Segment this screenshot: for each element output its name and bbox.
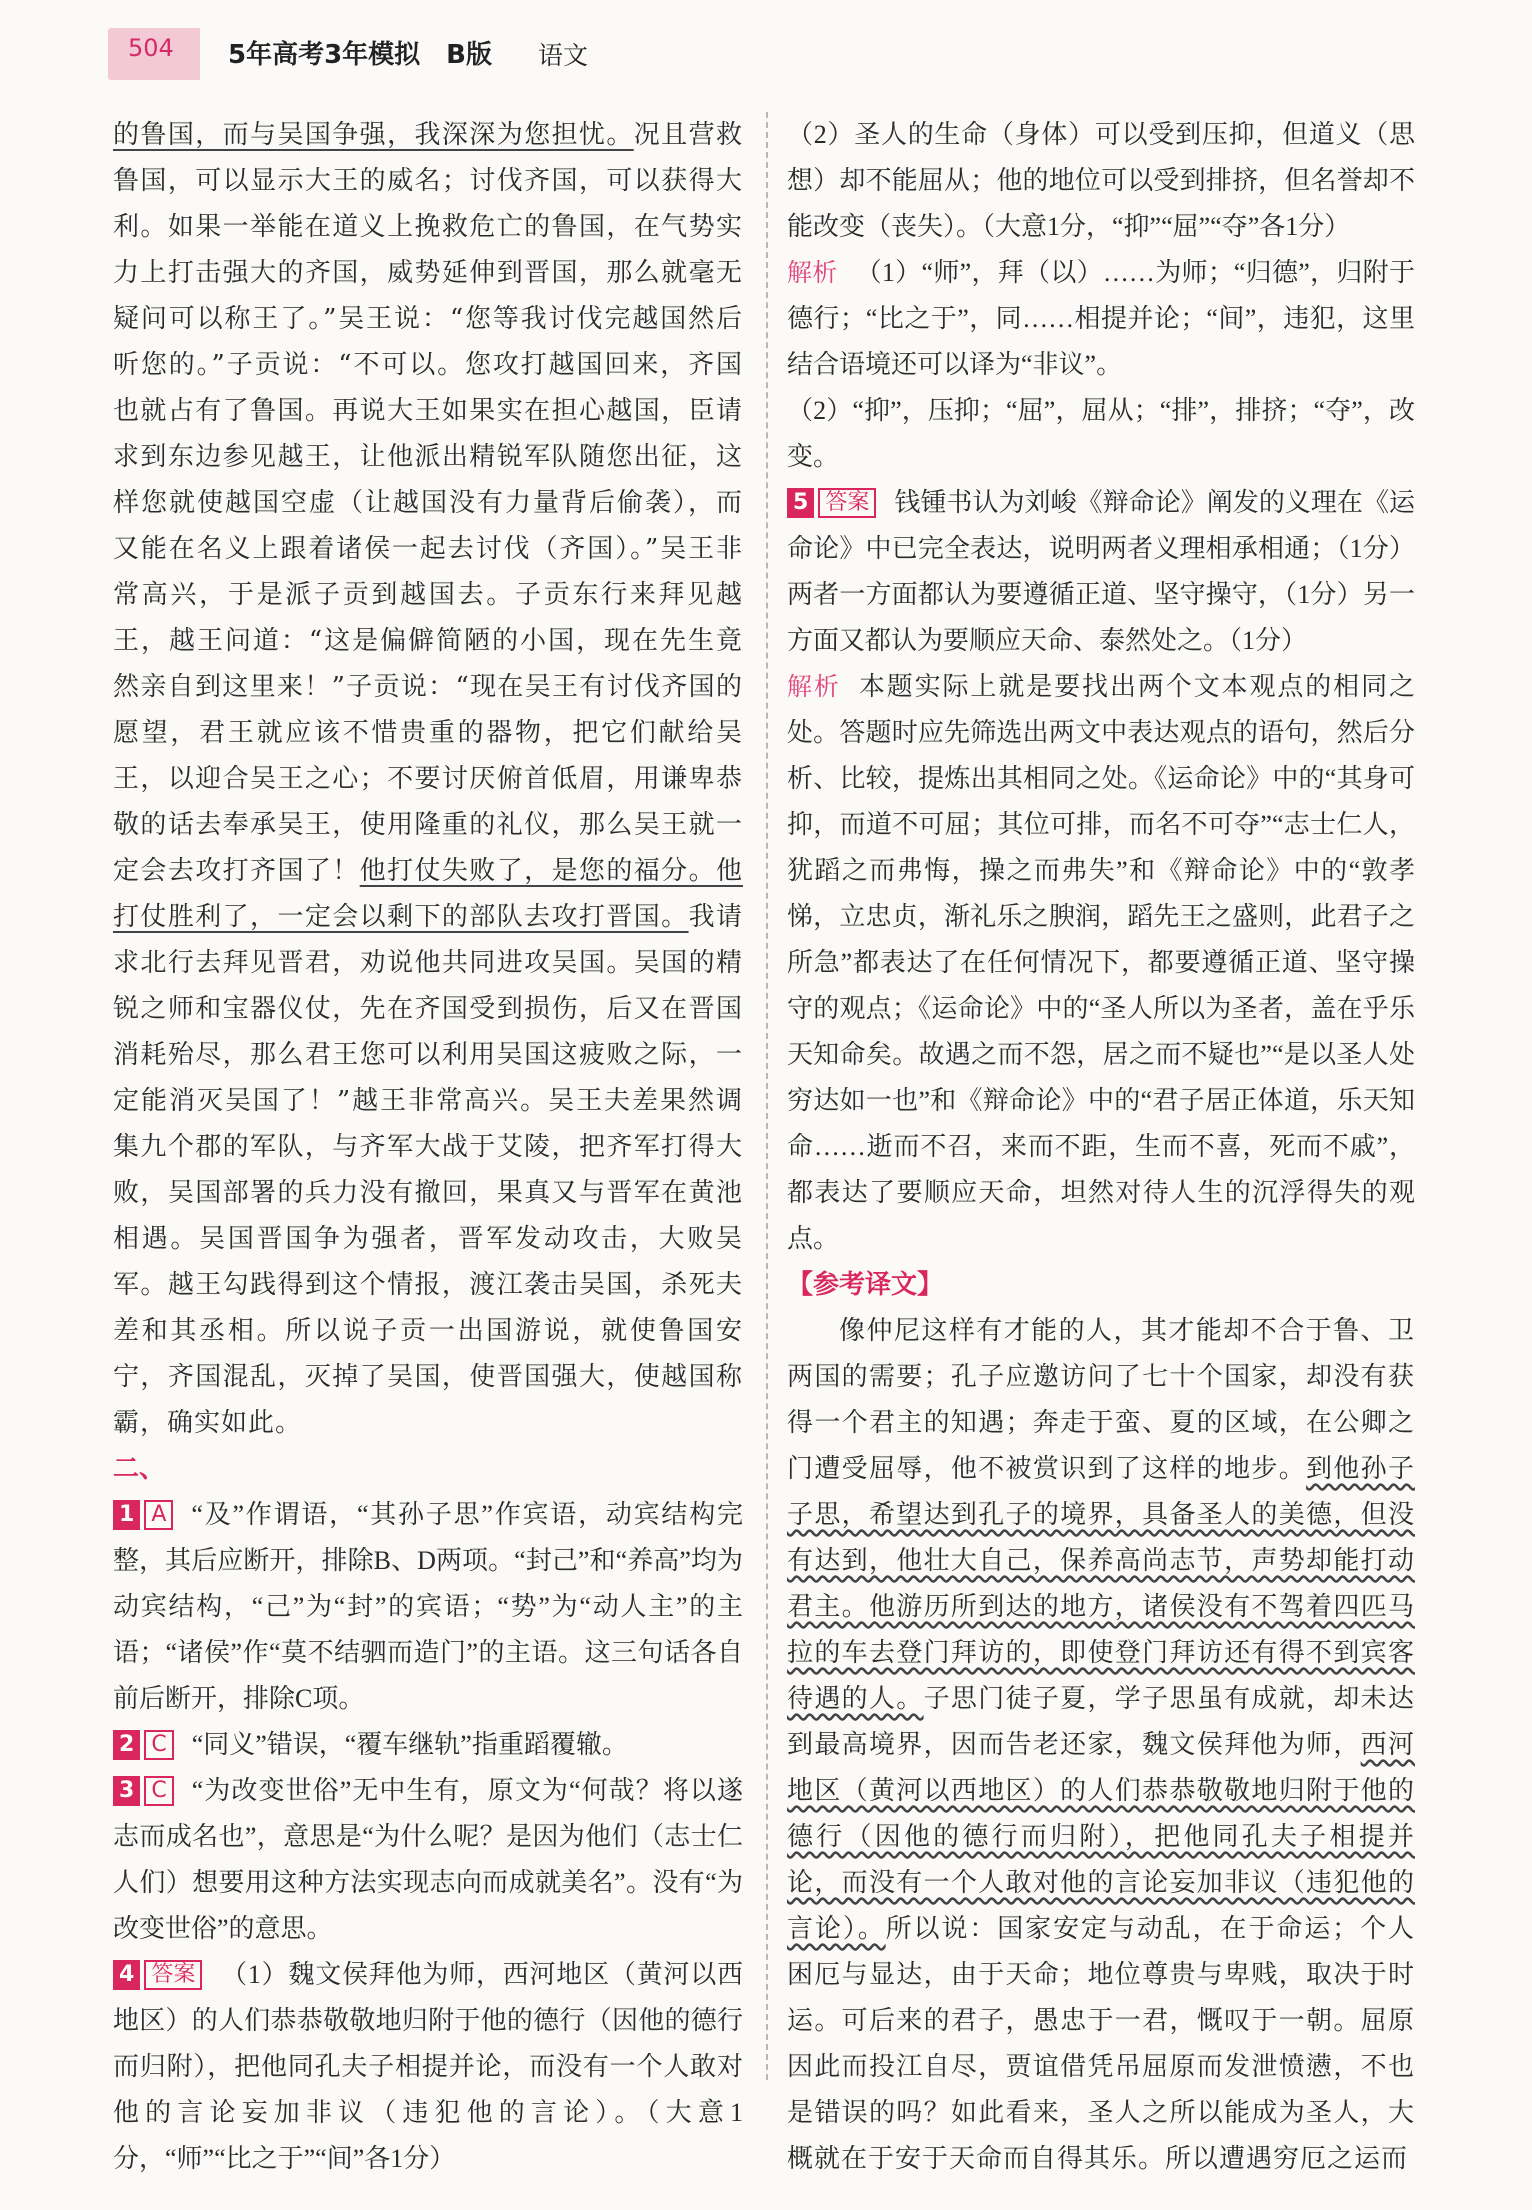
analysis-tag: 解析 bbox=[787, 672, 841, 701]
question-number: 4 bbox=[113, 1960, 140, 1990]
answer-item-1 bbox=[113, 1492, 743, 1722]
translation-text: 像仲尼这样有才能的人，其才能却不合于鲁、卫两国的需要；孔子应邀访问了七十个国家，却没有获得一个君主的知遇；奔走于蛮、夏的区域，在公卿之门遭受屈辱，他不被赏识到了这样的地步。 bbox=[787, 1316, 1415, 1484]
answer-item-2 bbox=[113, 1722, 743, 1768]
answer-text: （1）魏文侯拜他为师，西河地区（黄河以西地区）的人们恭恭敬敬地归附于他的德行（因他的德行而归附），把他同孔夫子相提并论，而没有一个人敢对他的言论妄加非议（违犯他的言论）。（大意1分，“师”“比之于”“间”各1分） bbox=[113, 1960, 743, 2173]
answer-explanation: “及”作谓语，“其孙子思”作宾语，动宾结构完整，其后应断开，排除B、D两项。“封己”和“养高”均为动宾结构，“己”为“封”的宾语；“势”为“动人主”的主语；“诸侯”作“莫不结驷而造门”的主语。这三句话各自前后断开，排除C项。 bbox=[113, 1500, 743, 1713]
answer-choice: C bbox=[144, 1730, 173, 1760]
answer-item-4 bbox=[113, 1952, 743, 2182]
analysis-text: 本题实际上就是要找出两个文本观点的相同之处。答题时应先筛选出两文中表达观点的语句，然后分析、比较，提炼出其相同之处。《运命论》中的“其身可抑，而道不可屈；其位可排，而名不可夺”“志士仁人，犹蹈之而弗悔，操之而弗失”和《辩命论》中的“敦孝悌，立忠贞，渐礼乐之腴润，蹈先王之盛则，此君子之所急”都表达了在任何情况下，都要遵循正道、坚守操守的观点；《运命论》中的“圣人所以为圣者，盖在乎乐天知命矣。故遇之而不怨，居之而不疑也”“是以圣人处穷达如一也”和《辩命论》中的“君子居正体道，乐天知命……逝而不召，来而不距，生而不喜，死而不戚”，都表达了要顺应天命，坦然对待人生的沉浮得失的观点。 bbox=[787, 672, 1415, 1253]
answer-item-3 bbox=[113, 1768, 743, 1952]
question-number: 3 bbox=[113, 1776, 140, 1806]
question-number: 2 bbox=[113, 1730, 140, 1760]
question-number: 5 bbox=[787, 488, 814, 518]
underlined-sentence: 他打仗失败了，是您的福分。他打仗胜利了，一定会以剩下的部队去攻打晋国。 bbox=[113, 856, 743, 932]
answer-tag: 答案 bbox=[818, 488, 876, 518]
reference-translation-title: 【参考译文】 bbox=[787, 1270, 944, 1300]
translation-text: 所以说：国家安定与动乱，在于命运；个人困厄与显达，由于天命；地位尊贵与卑贱，取决于时运。可后来的君子，愚忠于一君，慨叹于一朝。屈原因此而投江自尽，贾谊借凭吊屈原而发泄愤懑，不也是错误的吗？如此看来，圣人之所以能成为圣人，大概就在于安于天命而自得其乐。所以遭遇穷厄之运而 bbox=[787, 1914, 1415, 2174]
right-column bbox=[787, 112, 1415, 2180]
analysis-5 bbox=[787, 664, 1415, 1262]
answer-choice: C bbox=[144, 1776, 173, 1806]
analysis-4-part-2: （2）“抑”，压抑；“屈”，屈从；“排”，排挤；“夺”，改变。 bbox=[787, 396, 1415, 471]
answer-4-part-2: （2）圣人的生命（身体）可以受到压抑，但道义（思想）却不能屈从；他的地位可以受到排挤，但名誉却不能改变（丧失）。（大意1分，“抑”“屈”“夺”各1分） bbox=[787, 120, 1415, 241]
page-header bbox=[0, 28, 1532, 84]
book-subject: 语文 bbox=[538, 41, 589, 70]
section-heading: 二、 bbox=[113, 1454, 166, 1484]
answer-explanation: “为改变世俗”无中生有，原文为“何哉？将以遂志而成名也”，意思是“为什么呢？是因为他们（志士仁人们）想要用这种方法实现志向而成就美名”。没有“为改变世俗”的意思。 bbox=[113, 1776, 743, 1943]
analysis-text: （1）“师”，拜（以）……为师；“归德”，归附于德行；“比之于”，同……相提并论；“间”，违犯，这里结合语境还可以译为“非议”。 bbox=[787, 258, 1415, 379]
analysis-tag: 解析 bbox=[787, 258, 838, 287]
answer-item-5 bbox=[787, 480, 1415, 664]
translation-text: 我请求北行去拜见晋君，劝说他共同进攻吴国。吴国的精锐之师和宝器仪仗，先在齐国受到损伤，后又在晋国消耗殆尽，那么君王您可以利用吴国这疲败之际，一定能消灭吴国了！”越王非常高兴。吴王夫差果然调集九个郡的军队，与齐军大战于艾陵，把齐军打得大败，吴国部署的兵力没有撤回，果真又与晋军在黄池相遇。吴国晋国争为强者，晋军发动攻击，大败吴军。越王勾践得到这个情报，渡江袭击吴国，杀死夫差和其丞相。所以说子贡一出国游说，就使鲁国安宁，齐国混乱，灭掉了吴国，使晋国强大，使越国称霸，确实如此。 bbox=[113, 902, 743, 1438]
translation-continued bbox=[113, 112, 743, 1446]
page-number: 504 bbox=[128, 34, 174, 62]
question-number: 1 bbox=[113, 1500, 140, 1530]
answer-tag: 答案 bbox=[144, 1960, 202, 1990]
book-title: 5年高考3年模拟 B版 bbox=[228, 40, 492, 70]
wavy-underlined-text: 到他孙子子思，希望达到孔子的境界，具备圣人的美德，但没有达到，他壮大自己，保养高尚志节，声势却能打动君主。他游历所到达的地方，诸侯没有不驾着四匹马拉的车去登门拜访的，即使登门拜访还有得不到宾客待遇的人。 bbox=[787, 1454, 1415, 1714]
analysis-4 bbox=[787, 250, 1415, 388]
left-column bbox=[113, 112, 743, 2180]
answer-choice: A bbox=[144, 1500, 173, 1530]
answer-explanation: “同义”错误，“覆车继轨”指重蹈覆辙。 bbox=[191, 1730, 628, 1759]
reference-translation bbox=[787, 1308, 1415, 2182]
translation-text: 子思门徒子夏，学子思虽有成就，却未达到最高境界，因而告老还家，魏文侯拜他为师， bbox=[787, 1684, 1415, 1760]
wavy-underlined-text: 西河地区（黄河以西地区）的人们恭恭敬敬地归附于他的德行（因他的德行而归附），把他同孔夫子相提并论，而没有一个人敢对他的言论妄加非议（违犯他的言论）。 bbox=[787, 1730, 1415, 1944]
translation-text: 况且营救鲁国，可以显示大王的威名；讨伐齐国，可以获得大利。如果一举能在道义上挽救危亡的鲁国，在气势实力上打击强大的齐国，威势延伸到晋国，那么就毫无疑问可以称王了。”吴王说：“您等我讨伐完越国然后听您的。”子贡说：“不可以。您攻打越国回来，齐国也就占有了鲁国。再说大王如果实在担心越国，臣请求到东边参见越王，让他派出精锐军队随您出征，这样您就使越国空虚（让越国没有力量背后偷袭），而又能在名义上跟着诸侯一起去讨伐（齐国）。”吴王非常高兴，于是派子贡到越国去。子贡东行来拜见越王，越王问道：“这是偏僻简陋的小国，现在先生竟然亲自到这里来！”子贡说：“现在吴王有讨伐齐国的愿望，君王就应该不惜贵重的器物，把它们献给吴王，以迎合吴王之心；不要讨厌俯首低眉，用谦卑恭敬的话去奉承吴王，使用隆重的礼仪，那么吴王就一定会去攻打齐国了！ bbox=[113, 120, 743, 886]
underlined-sentence: 的鲁国，而与吴国争强，我深深为您担忧。 bbox=[113, 120, 634, 150]
column-divider bbox=[766, 112, 768, 2080]
answer-text: 钱锺书认为刘峻《辩命论》阐发的义理在《运命论》中已完全表达，说明两者义理相承相通；（1分）两者一方面都认为要遵循正道、坚守操守，（1分）另一方面又都认为要顺应天命、泰然处之。（1分） bbox=[787, 488, 1415, 655]
